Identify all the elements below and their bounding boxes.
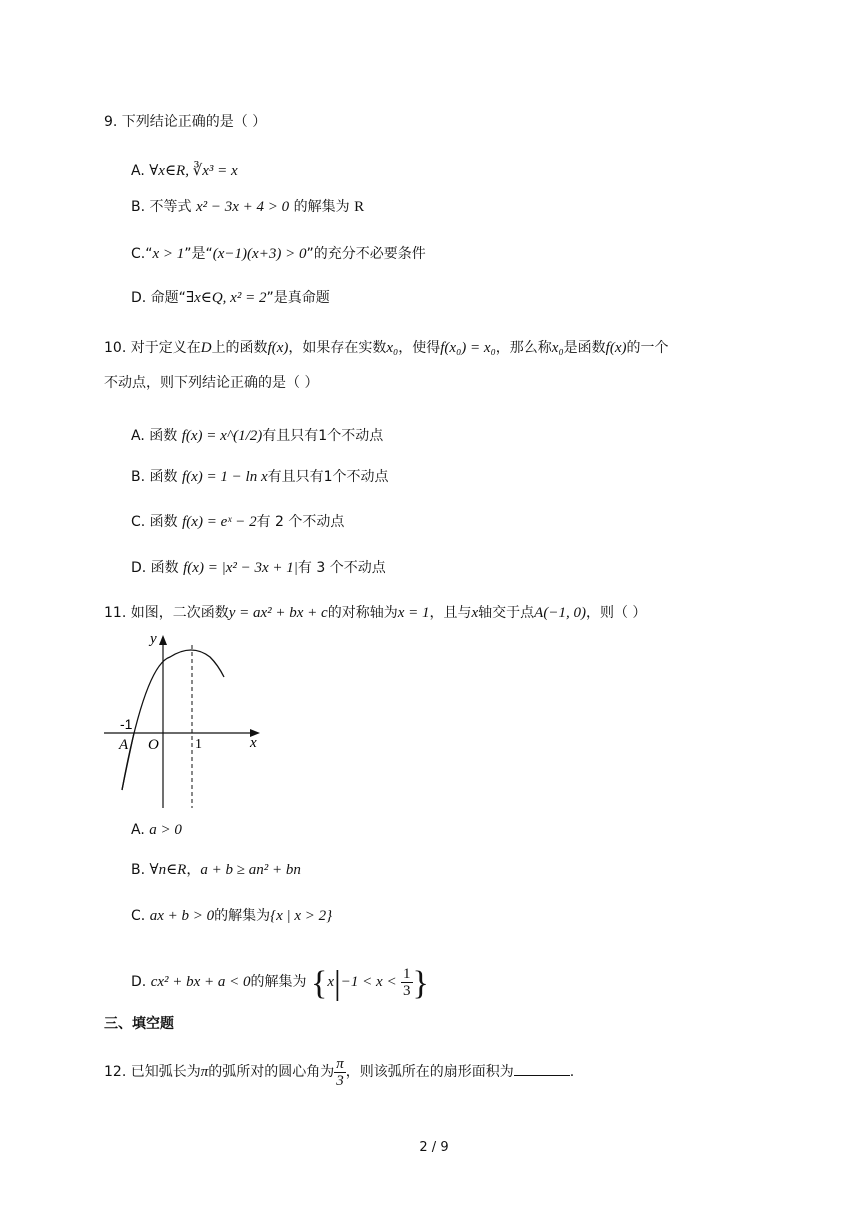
q10-domain-d: D (200, 340, 212, 356)
q9-c-math1: x > 1 (152, 246, 185, 262)
q10-stem-text-5: ，那么称 (495, 340, 552, 356)
q9-option-b (131, 197, 364, 217)
q11-parabola-graph (100, 625, 270, 810)
q9-option-d (131, 288, 330, 308)
q10-c-math: f(x) = eˣ − 2 (182, 514, 257, 530)
q12-fraction (334, 1056, 346, 1089)
q11-a-label: A. (131, 822, 145, 838)
q10-option-a (131, 426, 383, 446)
q11-d-frac-num: 1 (403, 965, 411, 982)
neg-one-label: -1 (120, 716, 133, 732)
q11-stem-text-2: 的对称轴为 (327, 605, 398, 621)
parabola-curve (122, 650, 224, 790)
q9-b-label: B. 不等式 (131, 199, 192, 215)
y-axis-label: y (150, 631, 157, 647)
q11-d-frac-den: 3 (403, 982, 411, 999)
origin-label: O (148, 737, 159, 753)
q11-stem-text-1: 11. 如图，二次函数 (104, 605, 229, 621)
q11-c-label: C. (131, 908, 146, 924)
q11-d-tail: 的解集为 (250, 974, 307, 990)
q9-b-math: x² − 3x + 4 > 0 (195, 199, 290, 215)
q9-a-label: A. (131, 163, 145, 179)
q9-b-tail: 的解集为 (293, 199, 350, 215)
q10-b-label: B. 函数 (131, 469, 178, 485)
q11-c-math: ax + b > 0 (149, 908, 215, 924)
q10-a-label: A. 函数 (131, 428, 178, 444)
q9-c-mid: ”是“ (184, 246, 213, 262)
q10-c-tail: 有 2 个不动点 (256, 514, 345, 530)
q10-a-tail: 有且只有1个不动点 (262, 428, 384, 444)
q10-option-c (131, 512, 344, 532)
q11-b-sep: ， (186, 862, 201, 878)
q11-stem-text-4: 轴交于点 (478, 605, 535, 621)
q12-answer-blank[interactable] (514, 1061, 570, 1076)
q10-x0: x₀ (386, 340, 399, 356)
q9-option-c (131, 244, 426, 264)
q11-d-set-open: { (310, 965, 328, 1002)
q10-c-label: C. 函数 (131, 514, 178, 530)
q10-fx-2: f(x) (605, 340, 627, 356)
q11-b-math-2: a + b ≥ an² + bn (200, 862, 301, 878)
q11-stem-text-5: ，则（ ） (585, 605, 647, 621)
q10-stem-text-2: 上的函数 (211, 340, 268, 356)
q11-d-fraction (401, 966, 413, 999)
q10-d-tail: 有 3 个不动点 (297, 560, 386, 576)
q10-stem-text-1: 10. 对于定义在 (104, 340, 201, 356)
q10-option-d (131, 558, 386, 578)
q10-stem-text-3: ，如果存在实数 (288, 340, 387, 356)
q10-b-tail: 有且只有1个不动点 (267, 469, 389, 485)
q12-stem-text-1: 12. 已知弧长为 (104, 1064, 201, 1080)
q12-stem-text-2: 的弧所对的圆心角为 (208, 1064, 335, 1080)
q10-stem-line1 (104, 338, 669, 358)
point-a-label: A (119, 737, 129, 753)
q9-b-set: R (354, 199, 365, 215)
q10-a-math: f(x) = x^(1/2) (181, 428, 263, 444)
q9-d-label: D. 命题“ (131, 290, 186, 306)
q12-stem-text-3: ，则该弧所在的扇形面积为 (345, 1064, 514, 1080)
q12-stem-end: . (569, 1064, 575, 1080)
q11-x: x (471, 605, 479, 621)
q10-stem-text-4: ，使得 (398, 340, 441, 356)
q10-option-b (131, 467, 389, 487)
q9-d-tail: ”是真命题 (266, 290, 330, 306)
q11-a-math: a > 0 (149, 822, 182, 838)
one-label: 1 (195, 737, 202, 752)
q11-option-d (131, 962, 429, 1004)
q10-stem-text-7: 的一个 (626, 340, 669, 356)
q9-d-math: ∃x∈Q, x² = 2 (185, 290, 267, 306)
q11-stem (104, 603, 646, 623)
q11-b-math-1: ∀n∈R (149, 862, 187, 878)
x-axis-label: x (250, 735, 257, 751)
q9-stem: 9. 下列结论正确的是（ ） (104, 114, 267, 130)
q11-d-set-close: } (412, 965, 429, 1002)
q12-stem (104, 1052, 574, 1092)
q9-option-a (131, 161, 238, 181)
q12-frac-num: π (336, 1055, 344, 1072)
q9-a-math: ∀x∈R, ∛x³ = x (149, 163, 238, 179)
q11-option-b (131, 860, 301, 880)
q11-d-label: D. (131, 974, 147, 990)
q11-c-set: {x | x > 2} (270, 908, 333, 924)
q11-stem-text-3: ，且与 (429, 605, 472, 621)
q11-d-set-condition: −1 < x < (340, 974, 397, 990)
q9-c-tail: ”的充分不必要条件 (306, 246, 426, 262)
q10-b-math: f(x) = 1 − ln x (181, 469, 268, 485)
q11-d-set-var: x (327, 974, 334, 990)
q10-stem-text-6: 是函数 (563, 340, 606, 356)
q10-fixed-point-eq: f(x₀) = x₀ (440, 340, 496, 356)
q11-b-label: B. (131, 862, 146, 878)
q10-d-label: D. 函数 (131, 560, 179, 576)
q11-point-a: A(−1, 0) (534, 605, 586, 621)
q9-c-math2: (x−1)(x+3) > 0 (212, 246, 307, 262)
q11-c-tail: 的解集为 (214, 908, 271, 924)
q10-d-math: f(x) = |x² − 3x + 1| (183, 560, 298, 576)
q11-option-c (131, 906, 332, 926)
page-number: 2 / 9 (419, 1140, 449, 1155)
section-3-title: 三、填空题 (104, 1016, 174, 1032)
q11-d-set-bar: | (333, 965, 341, 1002)
q11-d-math: cx² + bx + a < 0 (150, 974, 251, 990)
q10-stem-line2: 不动点，则下列结论正确的是（ ） (104, 375, 319, 391)
q10-x0-b: x₀ (551, 340, 564, 356)
y-axis-arrow-icon (159, 635, 167, 645)
q11-option-a (131, 820, 182, 840)
q10-fx: f(x) (267, 340, 289, 356)
q9-c-label: C.“ (131, 246, 153, 262)
q12-frac-den: 3 (336, 1072, 344, 1089)
q12-pi: π (200, 1064, 209, 1080)
q11-axis: x = 1 (397, 605, 430, 621)
q11-quadratic: y = ax² + bx + c (228, 605, 328, 621)
